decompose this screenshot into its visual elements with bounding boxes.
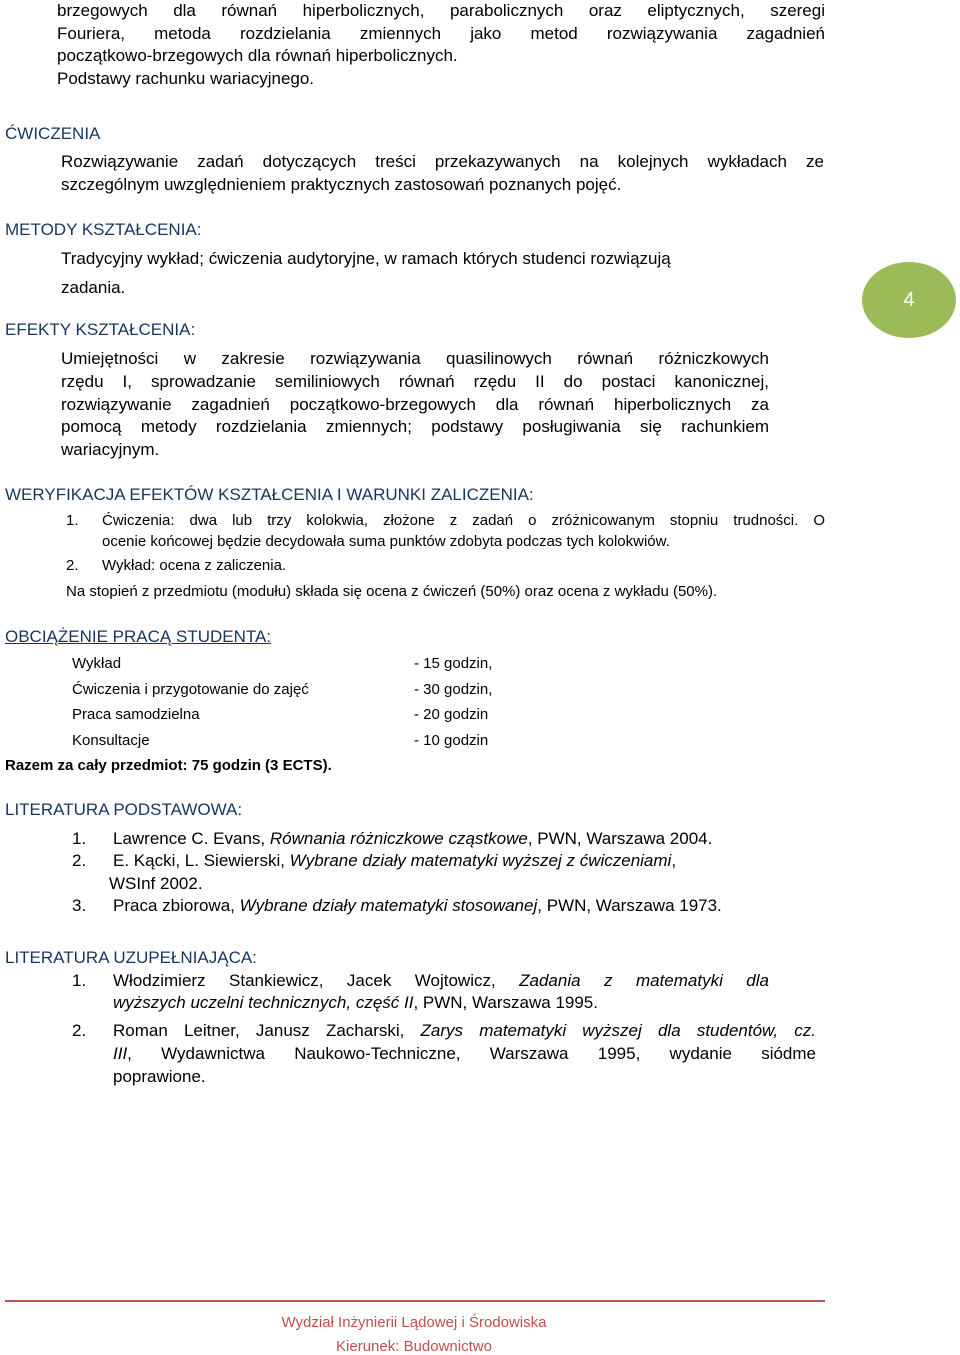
weryfikacja-item-1-number: 1. — [66, 512, 79, 529]
workload-total: Razem za cały przedmiot: 75 godzin (3 ECTS). — [5, 757, 332, 774]
weryfikacja-item-1-line-1: Ćwiczenia: dwa lub trzy kolokwia, złożone z zadań o zróżnicowanym stopniu trudności. O — [102, 512, 825, 529]
lit-uzupelniajaca-item-1-line-1: Włodzimierz Stankiewicz, Jacek Wojtowicz, Zadania z matematyki dla — [113, 971, 769, 990]
page-number-badge: 4 — [862, 262, 956, 338]
footer-faculty: Wydział Inżynierii Lądowej i Środowiska — [281, 1314, 547, 1331]
lit-podstawowa-item-1-number: 1. — [72, 829, 87, 848]
metody-heading: METODY KSZTAŁCENIA: — [5, 220, 202, 239]
obciazenie-heading: OBCIĄŻENIE PRACĄ STUDENTA: — [5, 627, 272, 646]
efekty-line-3: rozwiązywanie zagadnień początkowo-brzegowych dla równań hiperbolicznych za — [61, 395, 769, 414]
intro-line-1: brzegowych dla równań hiperbolicznych, parabolicznych oraz eliptycznych, szeregi — [57, 1, 825, 20]
efekty-line-2: rzędu I, sprowadzanie semiliniowych równań rzędu II do postaci kanonicznej, — [61, 372, 769, 391]
workload-value-self-study: - 20 godzin — [414, 706, 489, 723]
lit-uzupelniajaca-heading: LITERATURA UZUPEŁNIAJĄCA: — [5, 948, 257, 967]
lit-podstawowa-heading: LITERATURA PODSTAWOWA: — [5, 800, 243, 819]
efekty-line-1: Umiejętności w zakresie rozwiązywania quasilinowych równań różniczkowych — [61, 349, 769, 368]
lit-uzupelniajaca-item-2-line-3: poprawione. — [113, 1067, 206, 1086]
intro-line-4: Podstawy rachunku wariacyjnego. — [57, 69, 315, 88]
weryfikacja-heading: WERYFIKACJA EFEKTÓW KSZTAŁCENIA I WARUNKI ZALICZENIA: — [5, 485, 534, 504]
lit-podstawowa-item-2-cont: WSInf 2002. — [109, 874, 203, 893]
weryfikacja-item-2-text: Wykład: ocena z zaliczenia. — [102, 557, 287, 574]
lit-uzupelniajaca-item-1-number: 1. — [72, 971, 87, 990]
intro-line-3: początkowo-brzegowych dla równań hiperbolicznych. — [57, 46, 458, 65]
lit-podstawowa-item-2-number: 2. — [72, 851, 87, 870]
efekty-line-5: wariacyjnym. — [61, 440, 160, 459]
weryfikacja-item-1-line-2: ocenie końcowej będzie decydowała suma punktów zdobyta podczas tych kolokwiów. — [102, 533, 670, 550]
lit-uzupelniajaca-item-1-line-2: wyższych uczelni technicznych, część II, PWN, Warszawa 1995. — [113, 993, 598, 1012]
metody-line-1: Tradycyjny wykład; ćwiczenia audytoryjne, w ramach których studenci rozwiązują — [61, 249, 671, 268]
weryfikacja-item-2-number: 2. — [66, 557, 79, 574]
footer-field: Kierunek: Budownictwo — [336, 1338, 492, 1355]
workload-value-lecture: - 15 godzin, — [414, 655, 493, 672]
cwiczenia-heading: ĆWICZENIA — [5, 124, 101, 143]
workload-value-exercises: - 30 godzin, — [414, 681, 493, 698]
lit-podstawowa-item-3: Praca zbiorowa, Wybrane działy matematyki stosowanej, PWN, Warszawa 1973. — [113, 896, 722, 915]
cwiczenia-line-1: Rozwiązywanie zadań dotyczących treści przekazywanych na kolejnych wykładach ze — [61, 152, 824, 171]
intro-line-2: Fouriera, metoda rozdzielania zmiennych jako metod rozwiązywania zagadnień — [57, 24, 825, 43]
workload-label-lecture: Wykład — [72, 655, 122, 672]
lit-uzupelniajaca-item-2-line-2: III, Wydawnictwa Naukowo-Techniczne, Warszawa 1995, wydanie siódme — [113, 1044, 816, 1063]
footer-divider — [5, 1300, 825, 1302]
lit-podstawowa-item-3-number: 3. — [72, 896, 87, 915]
lit-uzupelniajaca-item-2-number: 2. — [72, 1021, 87, 1040]
efekty-line-4: pomocą metody rozdzielania zmiennych; podstawy posługiwania się rachunkiem — [61, 417, 769, 436]
cwiczenia-line-2: szczególnym uwzględnieniem praktycznych zastosowań poznanych pojęć. — [61, 175, 622, 194]
workload-label-exercises: Ćwiczenia i przygotowanie do zajęć — [72, 681, 309, 698]
lit-uzupelniajaca-item-2-line-1: Roman Leitner, Janusz Zacharski, Zarys matematyki wyższej dla studentów, cz. — [113, 1021, 816, 1040]
lit-podstawowa-item-1: Lawrence C. Evans, Równania różniczkowe cząstkowe, PWN, Warszawa 2004. — [113, 829, 713, 848]
workload-label-self-study: Praca samodzielna — [72, 706, 200, 723]
weryfikacja-note: Na stopień z przedmiotu (modułu) składa się ocena z ćwiczeń (50%) oraz ocena z wykładu (50%). — [66, 583, 718, 600]
workload-value-consultations: - 10 godzin — [414, 732, 489, 749]
lit-podstawowa-item-2: E. Kącki, L. Siewierski, Wybrane działy matematyki wyższej z ćwiczeniami, — [113, 851, 677, 870]
workload-label-consultations: Konsultacje — [72, 732, 150, 749]
metody-line-2: zadania. — [61, 278, 126, 297]
efekty-heading: EFEKTY KSZTAŁCENIA: — [5, 320, 196, 339]
